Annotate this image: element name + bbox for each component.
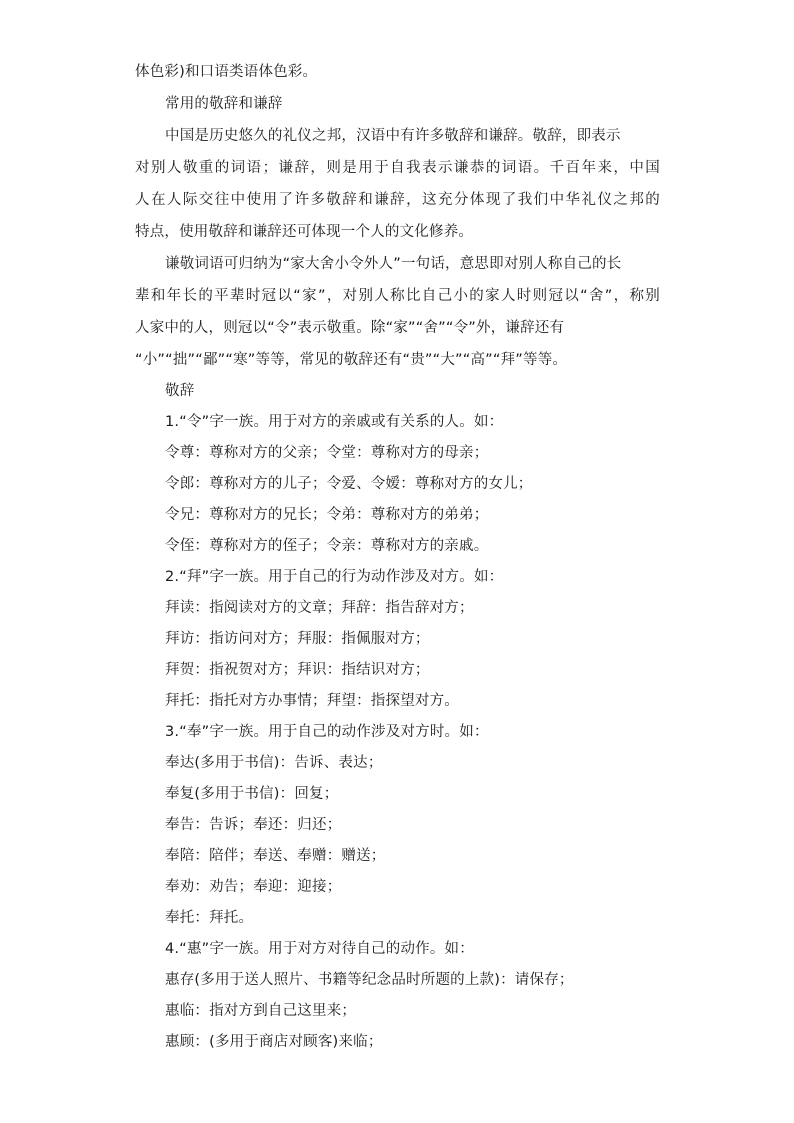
text-line-10: “小”“拙”“鄙”“寒”等等，常见的敬辞还有“贵”“大”“高”“拜”等等。	[135, 352, 568, 368]
text-line-7: 谦敬词语可归纳为“家大舍小令外人”一句话，意思即对别人称自己的长	[165, 256, 622, 272]
list-item: 奉托：拜托。	[165, 910, 254, 926]
list-item: 拜访：指访问对方；拜服：指佩服对方；	[165, 631, 430, 647]
text-line-4: 对别人敬重的词语；谦辞，则是用于自我表示谦恭的词语。千百年来，中国	[135, 160, 660, 176]
section-heading-honorifics: 敬辞	[165, 383, 195, 399]
list-item: 拜读：指阅读对方的文章；拜辞：指告辞对方；	[165, 600, 474, 616]
list-heading-bai: 2.“拜”字一族。用于自己的行为动作涉及对方。如：	[165, 569, 504, 585]
text-line-8: 辈和年长的平辈时冠以“家”，对别人称比自己小的家人时则冠以“舍”，称别	[135, 288, 660, 304]
list-item: 令侄：尊称对方的侄子；令亲：尊称对方的亲戚。	[165, 538, 489, 554]
list-heading-ling: 1.“令”字一族。用于对方的亲戚或有关系的人。如：	[165, 414, 504, 430]
list-item: 惠存(多用于送人照片、书籍等纪念品时所题的上款)：请保存；	[165, 972, 574, 988]
text-line-6: 特点，使用敬辞和谦辞还可体现一个人的文化修养。	[135, 224, 474, 240]
section-heading-common-honorifics: 常用的敬辞和谦辞	[165, 96, 283, 112]
list-item: 令兄：尊称对方的兄长；令弟：尊称对方的弟弟；	[165, 507, 489, 523]
list-item: 奉劝：劝告；奉迎：迎接；	[165, 879, 342, 895]
text-line-3: 中国是历史悠久的礼仪之邦，汉语中有许多敬辞和谦辞。敬辞，即表示	[165, 128, 621, 144]
list-item: 奉达(多用于书信)：告诉、表达；	[165, 755, 383, 771]
list-item: 拜托：指托对方办事情；拜望：指探望对方。	[165, 693, 459, 709]
list-item: 惠顾：(多用于商店对顾客)来临；	[165, 1034, 383, 1050]
list-item: 奉复(多用于书信)：回复；	[165, 786, 339, 802]
list-item: 令郎：尊称对方的儿子；令爱、令嫒：尊称对方的女儿；	[165, 476, 533, 492]
list-item: 奉告：告诉；奉还：归还；	[165, 817, 342, 833]
list-item: 拜贺：指祝贺对方；拜识：指结识对方；	[165, 662, 430, 678]
list-heading-feng: 3.“奉”字一族。用于自己的动作涉及对方时。如：	[165, 724, 489, 740]
text-line-9: 人家中的人，则冠以“令”表示敬重。除“家”“舍”“令”外，谦辞还有	[135, 320, 565, 336]
text-line-5: 人在人际交往中使用了许多敬辞和谦辞，这充分体现了我们中华礼仪之邦的	[135, 192, 660, 208]
list-item: 奉陪：陪伴；奉送、奉赠：赠送；	[165, 848, 386, 864]
list-heading-hui: 4.“惠”字一族。用于对方对待自己的动作。如：	[165, 941, 474, 957]
text-line-1: 体色彩)和口语类语体色彩。	[135, 64, 318, 80]
list-item: 令尊：尊称对方的父亲；令堂：尊称对方的母亲；	[165, 445, 489, 461]
list-item: 惠临：指对方到自己这里来；	[165, 1003, 357, 1019]
